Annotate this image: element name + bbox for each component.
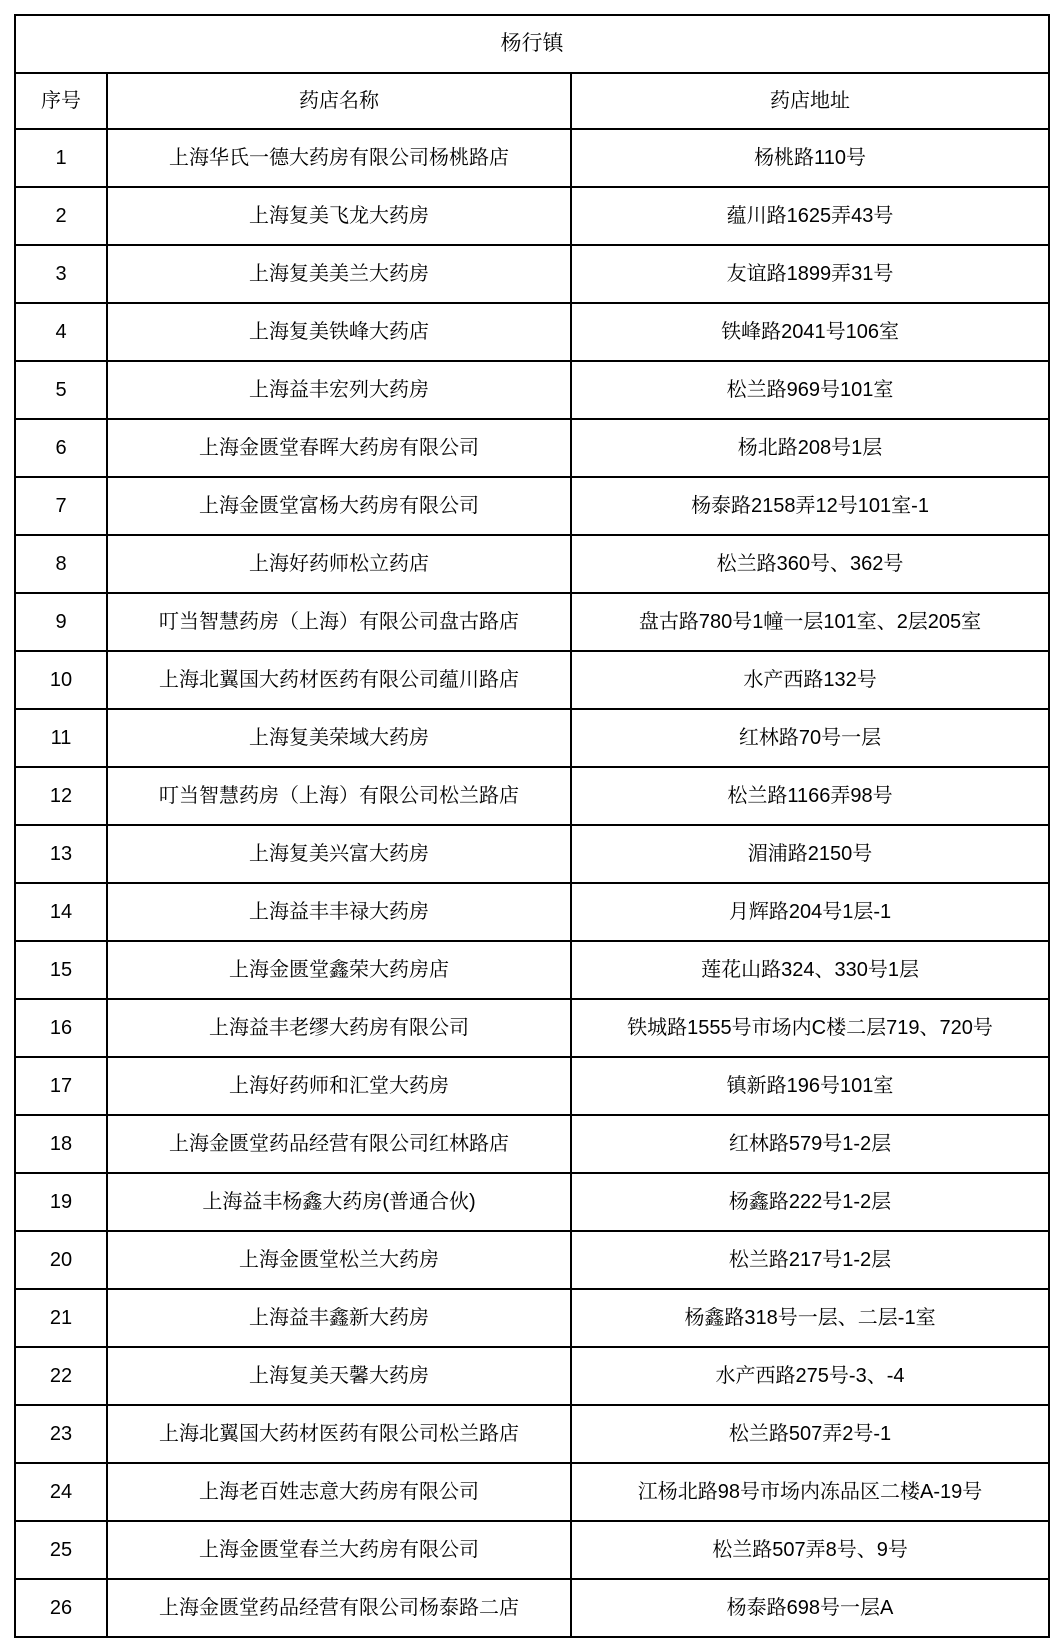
pharmacy-address-cell: 水产西路275号-3、-4 [571, 1347, 1049, 1405]
pharmacy-name-cell: 上海复美兴富大药房 [107, 825, 571, 883]
table-row [15, 1405, 1049, 1463]
table-row [15, 1057, 1049, 1115]
row-number-cell: 4 [15, 303, 107, 361]
pharmacy-address-cell: 友谊路1899弄31号 [571, 245, 1049, 303]
table-header-row [15, 73, 1049, 129]
table-row [15, 419, 1049, 477]
table-row [15, 709, 1049, 767]
pharmacy-name-cell: 上海北翼国大药材医药有限公司蕴川路店 [107, 651, 571, 709]
pharmacy-name-cell: 上海金匮堂鑫荣大药房店 [107, 941, 571, 999]
pharmacy-name-cell: 上海金匮堂松兰大药房 [107, 1231, 571, 1289]
pharmacy-name-cell: 上海金匮堂春兰大药房有限公司 [107, 1521, 571, 1579]
row-number-cell: 5 [15, 361, 107, 419]
pharmacy-address-cell: 杨泰路698号一层A [571, 1579, 1049, 1637]
table-row [15, 825, 1049, 883]
pharmacy-address-cell: 松兰路217号1-2层 [571, 1231, 1049, 1289]
pharmacy-name-cell: 上海益丰老缪大药房有限公司 [107, 999, 571, 1057]
pharmacy-name-cell: 上海益丰丰禄大药房 [107, 883, 571, 941]
row-number-cell: 15 [15, 941, 107, 999]
table-row [15, 129, 1049, 187]
pharmacy-name-cell: 上海金匮堂药品经营有限公司红林路店 [107, 1115, 571, 1173]
table-row [15, 1579, 1049, 1637]
row-number-cell: 3 [15, 245, 107, 303]
pharmacy-address-cell: 杨鑫路318号一层、二层-1室 [571, 1289, 1049, 1347]
row-number-cell: 22 [15, 1347, 107, 1405]
pharmacy-name-cell: 上海复美美兰大药房 [107, 245, 571, 303]
row-number-cell: 13 [15, 825, 107, 883]
pharmacy-address-cell: 铁城路1555号市场内C楼二层719、720号 [571, 999, 1049, 1057]
pharmacy-name-cell: 叮当智慧药房（上海）有限公司松兰路店 [107, 767, 571, 825]
pharmacy-address-cell: 松兰路1166弄98号 [571, 767, 1049, 825]
row-number-cell: 19 [15, 1173, 107, 1231]
table-row [15, 999, 1049, 1057]
row-number-cell: 8 [15, 535, 107, 593]
pharmacy-address-cell: 杨桃路110号 [571, 129, 1049, 187]
table-row [15, 593, 1049, 651]
pharmacy-name-cell: 上海北翼国大药材医药有限公司松兰路店 [107, 1405, 571, 1463]
table-row [15, 1231, 1049, 1289]
pharmacy-name-cell: 叮当智慧药房（上海）有限公司盘古路店 [107, 593, 571, 651]
pharmacy-address-cell: 月辉路204号1层-1 [571, 883, 1049, 941]
table-row [15, 883, 1049, 941]
row-number-cell: 24 [15, 1463, 107, 1521]
pharmacy-address-cell: 水产西路132号 [571, 651, 1049, 709]
pharmacy-name-cell: 上海华氏一德大药房有限公司杨桃路店 [107, 129, 571, 187]
pharmacy-address-cell: 湄浦路2150号 [571, 825, 1049, 883]
column-header-address: 药店地址 [571, 73, 1049, 129]
pharmacy-name-cell: 上海益丰宏列大药房 [107, 361, 571, 419]
pharmacy-address-cell: 红林路579号1-2层 [571, 1115, 1049, 1173]
pharmacy-address-cell: 铁峰路2041号106室 [571, 303, 1049, 361]
row-number-cell: 26 [15, 1579, 107, 1637]
pharmacy-name-cell: 上海老百姓志意大药房有限公司 [107, 1463, 571, 1521]
pharmacy-address-cell: 杨鑫路222号1-2层 [571, 1173, 1049, 1231]
pharmacy-name-cell: 上海好药师和汇堂大药房 [107, 1057, 571, 1115]
pharmacy-address-cell: 松兰路507弄2号-1 [571, 1405, 1049, 1463]
pharmacy-name-cell: 上海益丰杨鑫大药房(普通合伙) [107, 1173, 571, 1231]
pharmacy-address-cell: 江杨北路98号市场内冻品区二楼A-19号 [571, 1463, 1049, 1521]
table-row [15, 1289, 1049, 1347]
pharmacy-address-cell: 镇新路196号101室 [571, 1057, 1049, 1115]
pharmacy-address-cell: 杨泰路2158弄12号101室-1 [571, 477, 1049, 535]
pharmacy-address-cell: 松兰路969号101室 [571, 361, 1049, 419]
row-number-cell: 17 [15, 1057, 107, 1115]
table-title: 杨行镇 [15, 15, 1049, 73]
pharmacy-name-cell: 上海好药师松立药店 [107, 535, 571, 593]
pharmacy-address-cell: 红林路70号一层 [571, 709, 1049, 767]
row-number-cell: 6 [15, 419, 107, 477]
table-row [15, 651, 1049, 709]
row-number-cell: 12 [15, 767, 107, 825]
pharmacy-table [14, 14, 1050, 1638]
table-row [15, 767, 1049, 825]
pharmacy-name-cell: 上海复美飞龙大药房 [107, 187, 571, 245]
table-row [15, 477, 1049, 535]
column-header-no: 序号 [15, 73, 107, 129]
row-number-cell: 2 [15, 187, 107, 245]
pharmacy-name-cell: 上海益丰鑫新大药房 [107, 1289, 571, 1347]
table-body [15, 129, 1049, 1637]
table-row [15, 245, 1049, 303]
table-row [15, 1173, 1049, 1231]
row-number-cell: 18 [15, 1115, 107, 1173]
row-number-cell: 25 [15, 1521, 107, 1579]
table-row [15, 1115, 1049, 1173]
row-number-cell: 7 [15, 477, 107, 535]
pharmacy-name-cell: 上海金匮堂富杨大药房有限公司 [107, 477, 571, 535]
pharmacy-address-cell: 松兰路360号、362号 [571, 535, 1049, 593]
row-number-cell: 21 [15, 1289, 107, 1347]
pharmacy-name-cell: 上海复美铁峰大药店 [107, 303, 571, 361]
pharmacy-address-cell: 莲花山路324、330号1层 [571, 941, 1049, 999]
column-header-name: 药店名称 [107, 73, 571, 129]
row-number-cell: 16 [15, 999, 107, 1057]
pharmacy-name-cell: 上海金匮堂春晖大药房有限公司 [107, 419, 571, 477]
row-number-cell: 11 [15, 709, 107, 767]
table-row [15, 303, 1049, 361]
table-row [15, 1521, 1049, 1579]
pharmacy-name-cell: 上海金匮堂药品经营有限公司杨泰路二店 [107, 1579, 571, 1637]
table-row [15, 187, 1049, 245]
row-number-cell: 10 [15, 651, 107, 709]
row-number-cell: 9 [15, 593, 107, 651]
table-row [15, 535, 1049, 593]
row-number-cell: 23 [15, 1405, 107, 1463]
pharmacy-address-cell: 杨北路208号1层 [571, 419, 1049, 477]
row-number-cell: 1 [15, 129, 107, 187]
pharmacy-address-cell: 松兰路507弄8号、9号 [571, 1521, 1049, 1579]
table-row [15, 1347, 1049, 1405]
row-number-cell: 20 [15, 1231, 107, 1289]
pharmacy-name-cell: 上海复美荣域大药房 [107, 709, 571, 767]
pharmacy-address-cell: 盘古路780号1幢一层101室、2层205室 [571, 593, 1049, 651]
table-row [15, 1463, 1049, 1521]
table-row [15, 941, 1049, 999]
pharmacy-address-cell: 蕴川路1625弄43号 [571, 187, 1049, 245]
table-row [15, 361, 1049, 419]
row-number-cell: 14 [15, 883, 107, 941]
table-title-row [15, 15, 1049, 73]
pharmacy-name-cell: 上海复美天馨大药房 [107, 1347, 571, 1405]
